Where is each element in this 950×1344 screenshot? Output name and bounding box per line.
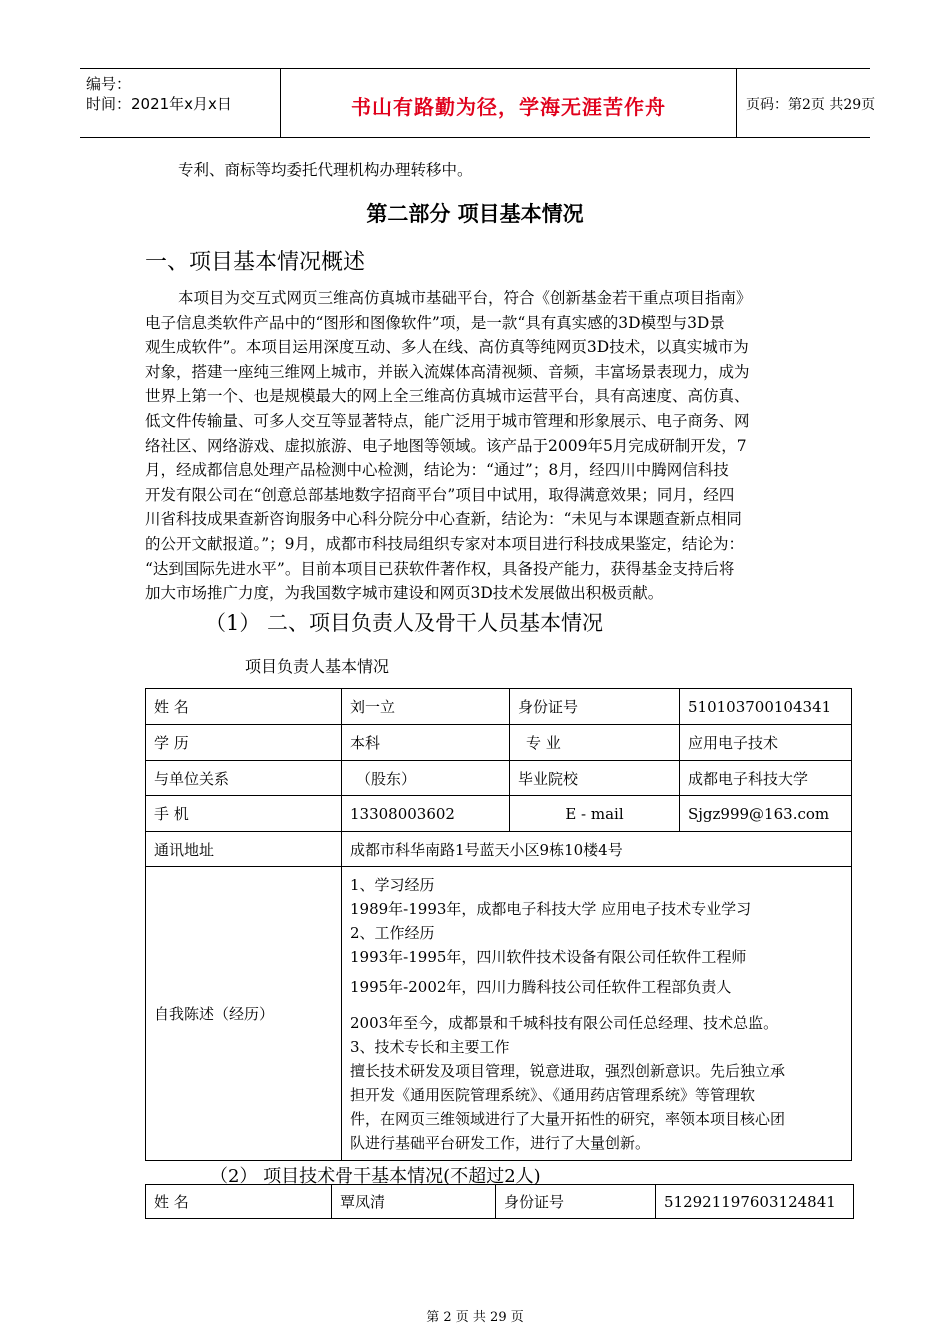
experience-line: 擅长技术研发及项目管理，锐意进取，强烈创新意识。先后独立承 (350, 1061, 786, 1080)
doc-time-label: 时间：2021年x月x日 (86, 95, 232, 113)
name-value: 刘一立 (342, 689, 510, 725)
relation-value: （股东） (342, 761, 510, 796)
relation-label: 与单位关系 (146, 761, 342, 796)
experience-line: 件，在网页三维领域进行了大量开拓性的研究，率领本项目核心团 (350, 1109, 786, 1128)
staff-name-value: 覃凤清 (332, 1185, 496, 1219)
page-footer: 第 2 页 共 29 页 (426, 1310, 524, 1325)
paragraph-line: 世界上第一个、也是规模最大的网上全三维高仿真城市运营平台，具有高速度、高仿真、 (145, 387, 750, 405)
address-value: 成都市科华南路1号蓝天小区9栋10楼4号 (342, 832, 852, 867)
table-row (146, 1185, 854, 1219)
school-label: 毕业院校 (510, 761, 680, 796)
experience-line: 2003年至今，成都景和千城科技有限公司任总经理、技术总监。 (350, 1013, 779, 1032)
education-label: 学 历 (146, 725, 342, 761)
table-row (146, 832, 852, 867)
id-value: 510103700104341 (680, 689, 852, 725)
header-page-info: 页码：第2页 共29页 (746, 97, 876, 113)
email-label: E - mail (510, 796, 680, 832)
experience-line: 1993年-1995年，四川软件技术设备有限公司任软件工程师 (350, 947, 747, 966)
paragraph-line: 加大市场推广力度，为我国数字城市建设和网页3D技术发展做出积极贡献。 (145, 584, 664, 602)
table1-caption: 项目负责人基本情况 (245, 657, 390, 676)
staff-id-value: 512921197603124841 (656, 1185, 854, 1219)
paragraph-line: 的公开文献报道。”；9月，成都市科技局组织专家对本项目进行科技成果鉴定，结论为： (145, 535, 745, 553)
header-motto: 书山有路勤为径，学海无涯苦作舟 (351, 95, 666, 119)
staff-info-table (145, 1184, 854, 1219)
header-meta (80, 69, 280, 137)
school-value: 成都电子科技大学 (680, 761, 852, 796)
paragraph-line: “达到国际先进水平”。目前本项目已获软件著作权，具备投产能力，获得基金支持后将 (145, 560, 735, 578)
paragraph-line: 低文件传输量、可多人交互等显著特点，能广泛用于城市管理和形象展示、电子商务、网 (145, 412, 750, 430)
staff-name-label: 姓 名 (146, 1185, 332, 1219)
paragraph-line: 对象，搭建一座纯三维网上城市，并嵌入流媒体高清视频、音频，丰富场景表现力，成为 (145, 363, 750, 381)
self-statement-label: 自我陈述（经历） (146, 867, 342, 1161)
major-label: 专 业 (510, 725, 680, 761)
part-title: 第二部分 项目基本情况 (366, 201, 584, 226)
education-value: 本科 (342, 725, 510, 761)
paragraph-line: 开发有限公司在“创意总部基地数字招商平台”项目中试用，取得满意效果；同月，经四 (145, 486, 735, 504)
table-row (146, 689, 852, 725)
paragraph-line: 电子信息类软件产品中的“图形和图像软件”项，是一款“具有真实感的3D模型与3D景 (145, 314, 725, 332)
paragraph-line: 本项目为交互式网页三维高仿真城市基础平台，符合《创新基金若干重点项目指南》 (178, 289, 752, 307)
major-value: 应用电子技术 (680, 725, 852, 761)
section1-title: 一、项目基本情况概述 (145, 250, 366, 275)
staff-section-title: （2） 项目技术骨干基本情况(不超过2人) (210, 1166, 541, 1187)
table-row (146, 867, 852, 1161)
paragraph-line: 月，经成都信息处理产品检测中心检测，结论为：“通过”；8月，经四川中腾网信科技 (145, 461, 729, 479)
intro-line: 专利、商标等均委托代理机构办理转移中。 (178, 161, 473, 179)
doc-number-label: 编号： (86, 75, 132, 93)
self-statement-content (342, 867, 852, 1161)
address-label: 通讯地址 (146, 832, 342, 867)
experience-line: 1、学习经历 (350, 875, 435, 894)
email-value: Sjgz999@163.com (680, 796, 852, 832)
staff-id-label: 身份证号 (496, 1185, 656, 1219)
id-label: 身份证号 (510, 689, 680, 725)
paragraph-line: 观生成软件”。本项目运用深度互动、多人在线、高仿真等纯网页3D技术，以真实城市为 (145, 338, 749, 356)
experience-line: 队进行基础平台研发工作，进行了大量创新。 (350, 1133, 651, 1152)
experience-line: 1995年-2002年，四川力腾科技公司任软件工程部负责人 (350, 977, 732, 996)
header-page-cell (736, 69, 876, 137)
experience-line: 3、技术专长和主要工作 (350, 1037, 510, 1056)
paragraph-line: 川省科技成果查新咨询服务中心科分院分中心查新，结论为：“未见与本课题查新点相同 (145, 510, 742, 528)
name-label: 姓 名 (146, 689, 342, 725)
table-row (146, 761, 852, 796)
leader-info-table (145, 688, 852, 1161)
header-motto-cell (280, 69, 737, 137)
experience-line: 担开发《通用医院管理系统》、《通用药店管理系统》等管理软 (350, 1085, 756, 1104)
experience-line: 2、工作经历 (350, 923, 435, 942)
section2-title: （1） 二、项目负责人及骨干人员基本情况 (205, 611, 604, 635)
phone-label: 手 机 (146, 796, 342, 832)
page-header (80, 68, 876, 138)
experience-line: 1989年-1993年，成都电子科技大学 应用电子技术专业学习 (350, 899, 752, 918)
table-row (146, 796, 852, 832)
paragraph-line: 络社区、网络游戏、虚拟旅游、电子地图等领域。该产品于2009年5月完成研制开发，7 (145, 437, 747, 455)
phone-value: 13308003602 (342, 796, 510, 832)
table-row (146, 725, 852, 761)
